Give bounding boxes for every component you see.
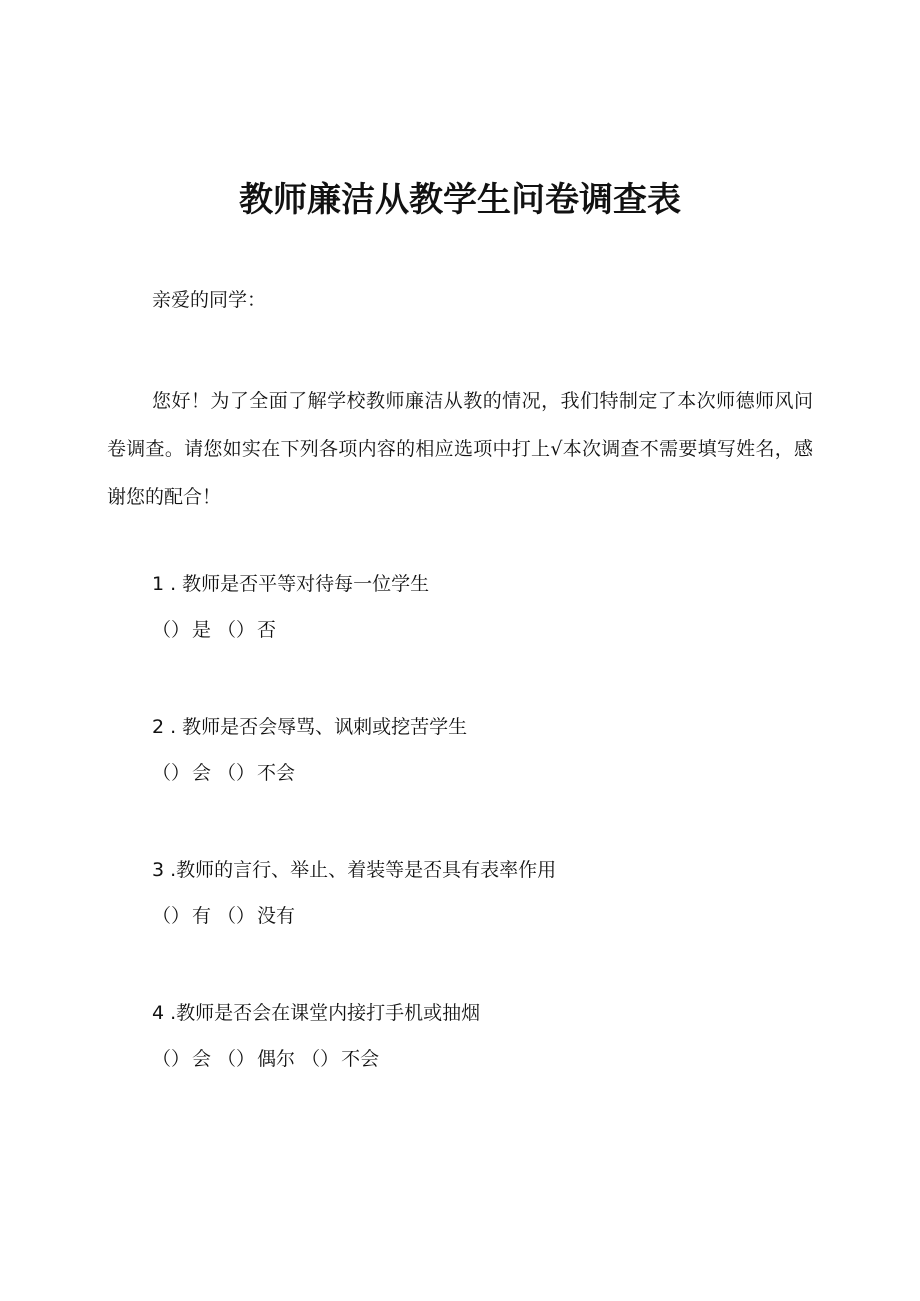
question-3-text	[152, 855, 556, 885]
question-4-options	[152, 1044, 480, 1074]
option-checkbox[interactable]	[217, 1044, 301, 1074]
option-checkbox[interactable]	[301, 1044, 385, 1074]
question-number: 2	[152, 716, 165, 738]
option-label: 有	[192, 905, 212, 927]
option-paren[interactable]: （）	[152, 619, 191, 641]
option-checkbox[interactable]	[152, 1044, 217, 1074]
option-label: 不会	[341, 1048, 380, 1070]
question-1	[152, 569, 429, 645]
document-title: 教师廉洁从教学生问卷调查表	[239, 180, 681, 220]
option-label: 否	[257, 619, 277, 641]
option-paren[interactable]: （）	[217, 619, 256, 641]
question-2	[152, 712, 467, 788]
option-label: 偶尔	[257, 1048, 296, 1070]
option-label: 没有	[257, 905, 296, 927]
question-4-text	[152, 998, 480, 1028]
option-checkbox[interactable]	[152, 758, 217, 788]
question-label: . 教师是否会辱骂、讽刺或挖苦学生	[170, 716, 468, 738]
question-number: 3	[152, 859, 165, 881]
option-paren[interactable]: （）	[152, 762, 191, 784]
question-number: 4	[152, 1002, 165, 1024]
question-label: .教师是否会在课堂内接打手机或抽烟	[170, 1002, 481, 1024]
option-checkbox[interactable]	[217, 615, 282, 645]
option-label: 是	[192, 619, 212, 641]
question-2-options	[152, 758, 467, 788]
question-label: . 教师是否平等对待每一位学生	[170, 573, 430, 595]
option-paren[interactable]: （）	[301, 1048, 340, 1070]
option-label: 会	[192, 1048, 212, 1070]
question-2-text	[152, 712, 467, 742]
question-1-text	[152, 569, 429, 599]
question-number: 1	[152, 573, 165, 595]
option-paren[interactable]: （）	[217, 1048, 256, 1070]
option-paren[interactable]: （）	[217, 762, 256, 784]
option-label: 会	[192, 762, 212, 784]
question-3	[152, 855, 556, 931]
option-checkbox[interactable]	[217, 758, 301, 788]
option-paren[interactable]: （）	[152, 905, 191, 927]
option-checkbox[interactable]	[152, 901, 217, 931]
option-checkbox[interactable]	[217, 901, 301, 931]
question-1-options	[152, 615, 429, 645]
question-4	[152, 998, 480, 1074]
question-3-options	[152, 901, 556, 931]
greeting: 亲爱的同学：	[152, 289, 267, 311]
question-label: .教师的言行、举止、着装等是否具有表率作用	[170, 859, 557, 881]
intro-paragraph: 您好！为了全面了解学校教师廉洁从教的情况，我们特制定了本次师德师风问卷调查。请您如实在下列各项内容的相应选项中打上√本次调查不需要填写姓名，感谢您的配合！	[107, 390, 813, 508]
option-paren[interactable]: （）	[217, 905, 256, 927]
option-checkbox[interactable]	[152, 615, 217, 645]
option-paren[interactable]: （）	[152, 1048, 191, 1070]
option-label: 不会	[257, 762, 296, 784]
